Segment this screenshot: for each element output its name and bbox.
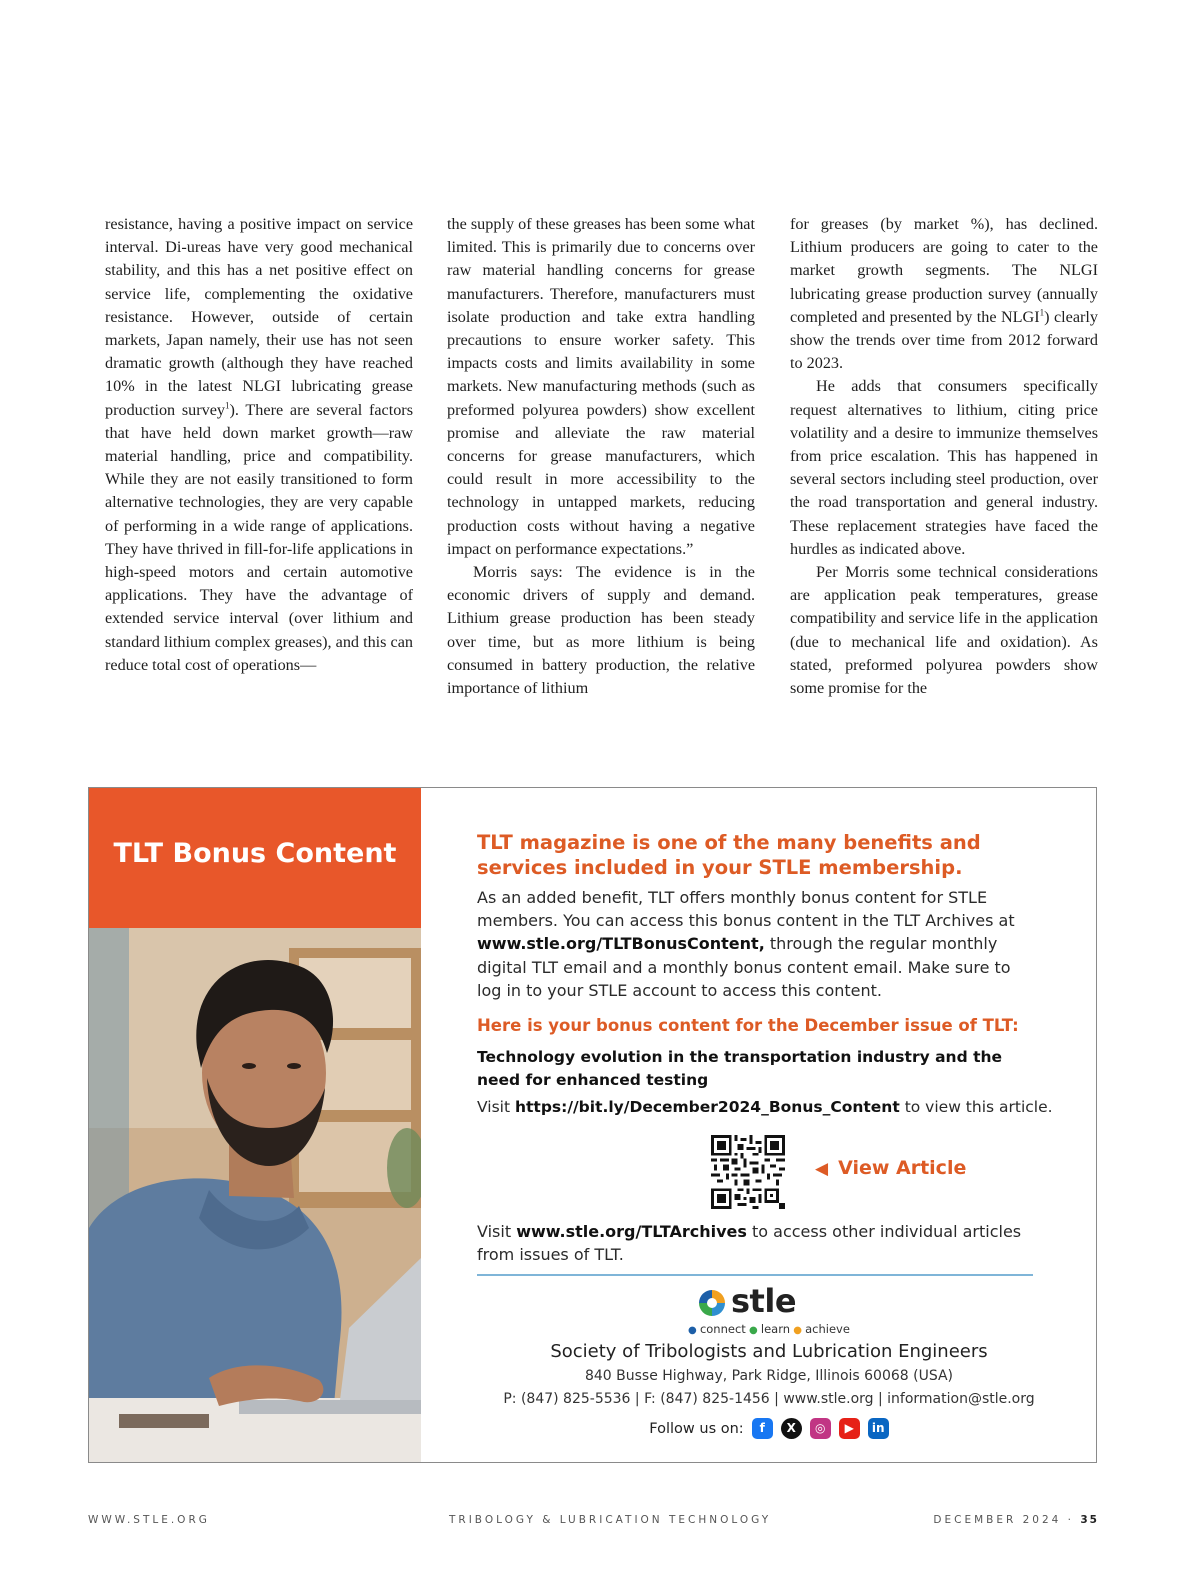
society-contact: P: (847) 825-5536 | F: (847) 825-1456 | www.stle.org | information@stle.org <box>503 1391 1035 1407</box>
bonus-content-ad <box>88 787 1097 1463</box>
article-column-1 <box>105 213 413 677</box>
ad-intro-text: As an added benefit, TLT offers monthly bonus content for STLE members. You can access this bonus content in the TLT Archives at www.stle.org/TLTBonusContent, through the regular monthly digital TLT email and a monthly bonus content email. Make sure to log in to your STLE account to access this content. <box>477 888 1015 1000</box>
photo-illustration <box>89 928 421 1462</box>
paragraph: Morris says: The evidence is in the economic drivers of supply and demand. Lithium grease production has been steady over time, but as more lithium is being consumed in battery production, the relative importance of lithium <box>447 563 755 698</box>
view-article-button[interactable]: ◀ View Article <box>815 1157 967 1179</box>
ad-right-panel <box>477 788 1053 1462</box>
bonus-content-link[interactable]: www.stle.org/TLTBonusContent, <box>477 934 765 954</box>
bonus-heading: Here is your bonus content for the December issue of TLT: <box>477 1016 1019 1035</box>
facebook-icon[interactable]: f <box>752 1418 773 1439</box>
article-column-2 <box>447 213 755 700</box>
man-at-laptop-photo <box>89 928 421 1462</box>
left-arrow-icon: ◀ <box>815 1159 829 1179</box>
ad-left-panel <box>89 788 421 1462</box>
paragraph: He adds that consumers specifically request alternatives to lithium, citing price volatility and a desire to immunize themselves from price escalation. This has happened in several sectors including steel production, over the road transportation and general industry. These replacement strategies have faced the hurdles as indicated above. <box>790 377 1098 558</box>
bonus-article-title: Technology evolution in the transportation industry and the need for enhanced testing <box>477 1048 1003 1089</box>
page-number: 35 <box>1080 1514 1099 1526</box>
society-address: 840 Busse Highway, Park Ridge, Illinois 60068 (USA) <box>584 1368 954 1384</box>
archive-link[interactable]: www.stle.org/TLTArchives <box>516 1222 747 1241</box>
ad-headline: TLT magazine is one of the many benefits and services included in your STLE membership. <box>477 831 981 879</box>
stle-tagline: ● connect ● learn ● achieve <box>688 1322 850 1336</box>
follow-us: Follow us on: f X ◎ ▶ in <box>477 1418 1061 1439</box>
paragraph: Per Morris some technical considerations are application peak temperatures, grease compatibility and service life in the application (due to mechanical life and oxidation). As stated, preformed polyurea powders show some promise for the <box>790 563 1098 698</box>
stle-swirl-icon <box>697 1288 727 1318</box>
article-column-3 <box>790 213 1098 700</box>
youtube-icon[interactable]: ▶ <box>839 1418 860 1439</box>
stle-logo: stle <box>697 1288 817 1322</box>
article-visit-line: Visit https://bit.ly/December2024_Bonus_Content to view this article. <box>477 1098 1053 1116</box>
ad-banner-title: TLT Bonus Content <box>89 788 421 928</box>
divider <box>477 1274 1033 1276</box>
linkedin-icon[interactable]: in <box>868 1418 889 1439</box>
paragraph: the supply of these greases has been some what limited. This is primarily due to concerns over raw material handling concerns for grease manufacturers. Therefore, manufacturers must isolate production and take extra handling precautions to ensure worker safety. This impacts costs and limits availability in some markets. New manufacturing methods (such as preformed polyurea powders) show excellent promise and alleviate the raw material concerns for grease manufacturers, which could result in more accessibility to the technology in untapped markets, reducing production costs without having a negative impact on performance expectations.” <box>447 215 755 558</box>
footer-publication: TRIBOLOGY & LUBRICATION TECHNOLOGY <box>449 1514 772 1526</box>
footer-date-page: DECEMBER 2024 · 35 <box>933 1514 1099 1526</box>
footer-website: WWW.STLE.ORG <box>88 1514 210 1526</box>
paragraph: for greases (by market %), has declined. Lithium producers are going to cater to the market growth segments. The NLGI lubricating grease production survey (annually completed and presented by the NLGI$^1$) clearly show the trends over time from 2012 forward to 2023. <box>790 215 1098 373</box>
article-link[interactable]: https://bit.ly/December2024_Bonus_Content <box>514 1098 900 1116</box>
archive-visit-line: Visit www.stle.org/TLTArchives to access other individual articles from issues of TLT. <box>477 1222 1022 1265</box>
paragraph: resistance, having a positive impact on service interval. Di-ureas have very good mechanical stability, and this has a net positive effect on service life, complementing the oxidative resistance. However, outside of certain markets, Japan namely, their use has not seen dramatic growth (although they have reached 10% in the latest NLGI lubricating grease production survey$^1$). There are several factors that have held down market growth—raw material handling, price and compatibility. While they are not easily transitioned to form alternative technologies, they are very capable of performing in a wide range of applications. They have thrived in fill-for-life applications in high-speed motors and certain automotive applications. They have the advantage of extended service interval (over lithium and standard lithium complex greases), and this can reduce total cost of operations— <box>105 215 413 674</box>
society-name: Society of Tribologists and Lubrication Engineers <box>550 1341 988 1362</box>
qr-code-icon[interactable] <box>711 1135 785 1209</box>
x-icon[interactable]: X <box>781 1418 802 1439</box>
instagram-icon[interactable]: ◎ <box>810 1418 831 1439</box>
